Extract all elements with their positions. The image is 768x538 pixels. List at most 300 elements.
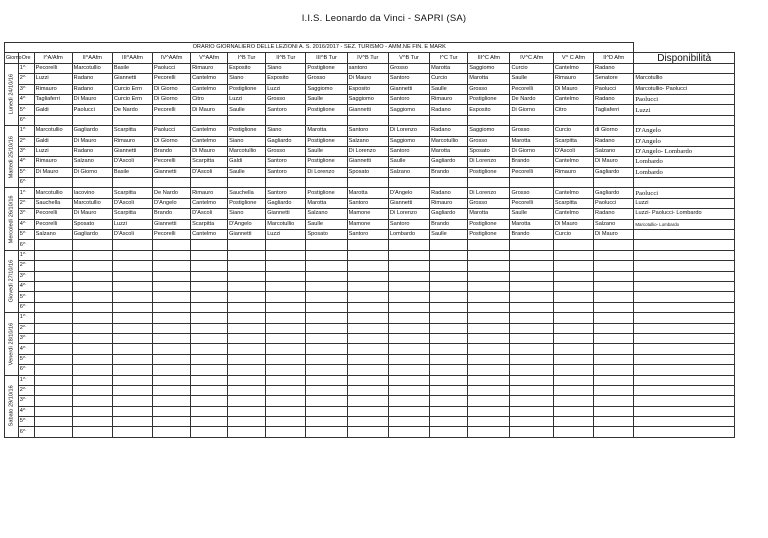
teacher-cell (553, 240, 593, 250)
teacher-cell: Postiglione (306, 63, 347, 73)
availability-cell (634, 406, 735, 416)
teacher-cell: Grosso (510, 188, 553, 198)
teacher-cell: Santoro (266, 105, 306, 115)
teacher-cell (153, 406, 191, 416)
teacher-cell (306, 302, 347, 312)
teacher-cell (430, 250, 468, 260)
teacher-cell (430, 354, 468, 364)
header-class: IV^B Tur (347, 53, 388, 63)
teacher-cell (347, 344, 388, 354)
teacher-cell (112, 250, 152, 260)
table-row (5, 115, 735, 125)
teacher-cell (153, 178, 191, 188)
teacher-cell (553, 396, 593, 406)
teacher-cell (388, 281, 429, 291)
teacher-cell: Grosso (510, 126, 553, 136)
day-label: Giovedì 27/10/16 (5, 250, 19, 312)
teacher-cell (228, 178, 266, 188)
teacher-cell (112, 271, 152, 281)
teacher-cell: Santoro (347, 230, 388, 240)
timetable-title: ORARIO GIORNALIERO DELLE LEZIONI A. S. 2016/2017 - SEZ. TURISMO - AMM.NE FIN. E MARK (5, 43, 634, 53)
teacher-cell (266, 417, 306, 427)
teacher-cell (306, 261, 347, 271)
teacher-cell (510, 333, 553, 343)
teacher-cell (72, 375, 112, 385)
teacher-cell (306, 427, 347, 437)
hour-label: 5^ (18, 230, 34, 240)
teacher-cell: Basile (112, 63, 152, 73)
teacher-cell: Di Mauro (72, 94, 112, 104)
teacher-cell (266, 344, 306, 354)
teacher-cell (347, 406, 388, 416)
teacher-cell (468, 240, 510, 250)
teacher-cell: Scarpitta (191, 219, 228, 229)
teacher-cell (72, 344, 112, 354)
teacher-cell: Postiglione (468, 167, 510, 177)
teacher-cell (594, 375, 634, 385)
table-row (5, 281, 735, 291)
teacher-cell: Santoro (388, 74, 429, 84)
teacher-cell (228, 250, 266, 260)
teacher-cell: Curcio Errn (112, 94, 152, 104)
teacher-cell: Siano (266, 126, 306, 136)
teacher-cell (191, 365, 228, 375)
teacher-cell: Grosso (266, 146, 306, 156)
teacher-cell: Salzano (594, 219, 634, 229)
availability-cell (634, 230, 735, 240)
teacher-cell: Marotta (306, 126, 347, 136)
table-row (5, 157, 735, 167)
teacher-cell (468, 344, 510, 354)
teacher-cell: Scarpitta (553, 136, 593, 146)
teacher-cell: Saulle (306, 219, 347, 229)
availability-cell: Paolucci (634, 188, 735, 198)
teacher-cell (228, 281, 266, 291)
teacher-cell: Saulle (510, 74, 553, 84)
header-class: IV^AAfm (153, 53, 191, 63)
teacher-cell: santoro (347, 63, 388, 73)
teacher-cell (191, 178, 228, 188)
teacher-cell (228, 406, 266, 416)
teacher-cell (266, 261, 306, 271)
teacher-cell (228, 292, 266, 302)
teacher-cell (347, 261, 388, 271)
teacher-cell (468, 323, 510, 333)
teacher-cell: Cantelmo (553, 188, 593, 198)
teacher-cell (430, 261, 468, 271)
teacher-cell (347, 250, 388, 260)
teacher-cell (266, 292, 306, 302)
teacher-cell (72, 406, 112, 416)
teacher-cell (468, 115, 510, 125)
teacher-cell: Gagliardo (72, 230, 112, 240)
teacher-cell: Sposato (72, 219, 112, 229)
teacher-cell (34, 178, 72, 188)
teacher-cell (510, 261, 553, 271)
teacher-cell: Mamone (347, 219, 388, 229)
table-row (5, 417, 735, 427)
teacher-cell (388, 323, 429, 333)
table-row (5, 105, 735, 115)
teacher-cell (594, 302, 634, 312)
teacher-cell: Di Mauro (72, 136, 112, 146)
teacher-cell: Scarpitta (553, 198, 593, 208)
teacher-cell (594, 354, 634, 364)
teacher-cell (266, 385, 306, 395)
teacher-cell (553, 313, 593, 323)
teacher-cell (430, 333, 468, 343)
teacher-cell (594, 115, 634, 125)
teacher-cell (468, 396, 510, 406)
teacher-cell: Pecorelli (510, 84, 553, 94)
hour-label: 4^ (18, 281, 34, 291)
teacher-cell (34, 365, 72, 375)
teacher-cell (112, 385, 152, 395)
teacher-cell: Saulle (430, 230, 468, 240)
hour-label: 5^ (18, 167, 34, 177)
teacher-cell: Curcio (430, 74, 468, 84)
teacher-cell (153, 417, 191, 427)
teacher-cell (553, 323, 593, 333)
teacher-cell (72, 323, 112, 333)
teacher-cell: Postiglione (228, 126, 266, 136)
teacher-cell (306, 323, 347, 333)
teacher-cell (153, 313, 191, 323)
teacher-cell: Esposito (228, 63, 266, 73)
teacher-cell (430, 385, 468, 395)
table-row (5, 427, 735, 437)
teacher-cell: Tagliaferri (594, 105, 634, 115)
hour-label: 3^ (18, 146, 34, 156)
availability-cell: Marcotullio- Paolucci (634, 84, 735, 94)
teacher-cell: Giannetti (228, 230, 266, 240)
teacher-cell (510, 302, 553, 312)
teacher-cell (388, 313, 429, 323)
teacher-cell (306, 406, 347, 416)
teacher-cell: Citro (553, 105, 593, 115)
teacher-cell (306, 333, 347, 343)
teacher-cell (430, 365, 468, 375)
teacher-cell (34, 344, 72, 354)
teacher-cell (553, 375, 593, 385)
teacher-cell (430, 292, 468, 302)
teacher-cell (388, 344, 429, 354)
teacher-cell (388, 417, 429, 427)
teacher-cell: Giannetti (388, 84, 429, 94)
teacher-cell: D'Ascoli (191, 167, 228, 177)
teacher-cell (112, 354, 152, 364)
teacher-cell: Curcio (510, 63, 553, 73)
teacher-cell (306, 178, 347, 188)
teacher-cell (153, 115, 191, 125)
teacher-cell: Paolucci (153, 63, 191, 73)
teacher-cell: Pecorelli (34, 209, 72, 219)
teacher-cell (594, 292, 634, 302)
teacher-cell (388, 302, 429, 312)
teacher-cell (510, 115, 553, 125)
teacher-cell (510, 365, 553, 375)
teacher-cell: Marotta (306, 198, 347, 208)
teacher-cell: Di Lorenzo (388, 209, 429, 219)
teacher-cell (191, 396, 228, 406)
teacher-cell (153, 292, 191, 302)
header-class: IV^C Afm (510, 53, 553, 63)
teacher-cell: di Giorno (594, 126, 634, 136)
table-row (5, 344, 735, 354)
teacher-cell (112, 240, 152, 250)
teacher-cell: Di Lorenzo (347, 146, 388, 156)
teacher-cell (430, 427, 468, 437)
teacher-cell (594, 323, 634, 333)
teacher-cell (388, 365, 429, 375)
teacher-cell (510, 271, 553, 281)
teacher-cell (153, 396, 191, 406)
teacher-cell: Sposato (347, 167, 388, 177)
teacher-cell: Luzzi (34, 74, 72, 84)
teacher-cell (388, 271, 429, 281)
teacher-cell (34, 292, 72, 302)
teacher-cell: Saggiomo (468, 63, 510, 73)
teacher-cell (228, 240, 266, 250)
teacher-cell (388, 406, 429, 416)
teacher-cell (388, 354, 429, 364)
header-class: II^B Tur (266, 53, 306, 63)
teacher-cell (191, 406, 228, 416)
teacher-cell (594, 281, 634, 291)
header-class: II^D Afm (594, 53, 634, 63)
teacher-cell: Cantelmo (553, 63, 593, 73)
teacher-cell (228, 115, 266, 125)
teacher-cell: Brando (430, 167, 468, 177)
teacher-cell: Pecorelli (34, 63, 72, 73)
teacher-cell (347, 333, 388, 343)
teacher-cell: Brando (153, 146, 191, 156)
teacher-cell: Grosso (468, 136, 510, 146)
teacher-cell: Curcio Errn (112, 84, 152, 94)
table-row (5, 271, 735, 281)
teacher-cell (266, 302, 306, 312)
hour-label: 3^ (18, 271, 34, 281)
teacher-cell: Citro (191, 94, 228, 104)
teacher-cell: Radano (594, 209, 634, 219)
teacher-cell: Saggiomo (388, 105, 429, 115)
teacher-cell: Sauchella (228, 188, 266, 198)
teacher-cell: Santoro (388, 219, 429, 229)
teacher-cell (306, 385, 347, 395)
teacher-cell (510, 313, 553, 323)
teacher-cell: Rimauro (430, 94, 468, 104)
teacher-cell (72, 250, 112, 260)
teacher-cell (510, 417, 553, 427)
teacher-cell (191, 417, 228, 427)
table-row (5, 354, 735, 364)
table-row (5, 74, 735, 84)
availability-cell (634, 250, 735, 260)
teacher-cell (112, 323, 152, 333)
teacher-cell (72, 365, 112, 375)
table-row (5, 250, 735, 260)
availability-cell: Paolucci (634, 94, 735, 104)
table-row (5, 167, 735, 177)
teacher-cell (72, 292, 112, 302)
teacher-cell (228, 313, 266, 323)
teacher-cell (191, 250, 228, 260)
teacher-cell (153, 344, 191, 354)
teacher-cell (306, 115, 347, 125)
hour-label: 1^ (18, 313, 34, 323)
teacher-cell (430, 375, 468, 385)
teacher-cell (191, 313, 228, 323)
teacher-cell (72, 354, 112, 364)
teacher-cell (306, 313, 347, 323)
teacher-cell: Brando (510, 157, 553, 167)
hour-label: 5^ (18, 292, 34, 302)
teacher-cell: Santoro (347, 198, 388, 208)
hour-label: 2^ (18, 323, 34, 333)
teacher-cell: Giannetti (153, 167, 191, 177)
availability-cell: D'Angelo (634, 126, 735, 136)
teacher-cell: Saulle (510, 209, 553, 219)
teacher-cell (266, 406, 306, 416)
teacher-cell: Brando (153, 209, 191, 219)
teacher-cell: Giannetti (388, 198, 429, 208)
teacher-cell: Galdi (228, 157, 266, 167)
availability-cell: Lombardo (634, 167, 735, 177)
teacher-cell: Di Lorenzo (468, 157, 510, 167)
teacher-cell: Santoro (266, 157, 306, 167)
hour-label: 3^ (18, 84, 34, 94)
teacher-cell: Postiglione (306, 157, 347, 167)
availability-cell: Marcotullio (634, 74, 735, 84)
teacher-cell (153, 240, 191, 250)
teacher-cell: Curcio (553, 126, 593, 136)
teacher-cell (72, 302, 112, 312)
availability-cell (634, 261, 735, 271)
teacher-cell (112, 333, 152, 343)
teacher-cell (388, 240, 429, 250)
teacher-cell (347, 302, 388, 312)
teacher-cell: Di Mauro (191, 105, 228, 115)
table-row (5, 333, 735, 343)
teacher-cell (347, 271, 388, 281)
teacher-cell: Postiglione (468, 219, 510, 229)
teacher-cell (191, 323, 228, 333)
teacher-cell (306, 240, 347, 250)
teacher-cell: Saulle (430, 84, 468, 94)
teacher-cell (228, 333, 266, 343)
teacher-cell: Pecorelli (510, 167, 553, 177)
table-row (5, 209, 735, 219)
teacher-cell: Saggiomo (347, 94, 388, 104)
teacher-cell (191, 427, 228, 437)
teacher-cell (34, 281, 72, 291)
table-row (5, 365, 735, 375)
teacher-cell: Marcotullio (34, 126, 72, 136)
teacher-cell: Gagliardo (266, 136, 306, 146)
teacher-cell: Cantelmo (191, 84, 228, 94)
teacher-cell: Siano (228, 209, 266, 219)
teacher-cell (594, 417, 634, 427)
hour-label: 6^ (18, 178, 34, 188)
teacher-cell (553, 250, 593, 260)
hour-label: 6^ (18, 240, 34, 250)
teacher-cell (468, 261, 510, 271)
teacher-cell: Marotta (468, 74, 510, 84)
teacher-cell (306, 354, 347, 364)
teacher-cell: Siano (228, 74, 266, 84)
table-row (5, 94, 735, 104)
teacher-cell (306, 396, 347, 406)
teacher-cell (228, 427, 266, 437)
hour-label: 1^ (18, 375, 34, 385)
teacher-cell (510, 323, 553, 333)
teacher-cell: Di Giorno (510, 105, 553, 115)
teacher-cell: Paolucci (153, 126, 191, 136)
teacher-cell (306, 292, 347, 302)
teacher-cell: Di Mauro (553, 219, 593, 229)
teacher-cell: Gagliardo (594, 167, 634, 177)
teacher-cell (430, 406, 468, 416)
availability-cell (634, 302, 735, 312)
teacher-cell: Paolucci (594, 84, 634, 94)
teacher-cell (266, 354, 306, 364)
teacher-cell: Cantelmo (553, 157, 593, 167)
teacher-cell (228, 271, 266, 281)
teacher-cell: Saulle (228, 105, 266, 115)
teacher-cell (388, 250, 429, 260)
teacher-cell (553, 261, 593, 271)
availability-cell (634, 385, 735, 395)
teacher-cell (191, 385, 228, 395)
teacher-cell (430, 271, 468, 281)
teacher-cell (228, 365, 266, 375)
teacher-cell (388, 375, 429, 385)
teacher-cell (347, 323, 388, 333)
teacher-cell: Di Lorenzo (306, 167, 347, 177)
teacher-cell: Cantelmo (191, 136, 228, 146)
teacher-cell (347, 354, 388, 364)
teacher-cell: Pecorelli (153, 157, 191, 167)
teacher-cell: Grosso (388, 63, 429, 73)
teacher-cell (153, 354, 191, 364)
teacher-cell: Cantelmo (553, 209, 593, 219)
table-row (5, 396, 735, 406)
teacher-cell (510, 281, 553, 291)
teacher-cell: Di Giorno (153, 136, 191, 146)
header-class: II^AAfm (72, 53, 112, 63)
teacher-cell (347, 115, 388, 125)
teacher-cell: Cantelmo (191, 126, 228, 136)
teacher-cell: Sposato (468, 146, 510, 156)
teacher-cell (510, 375, 553, 385)
teacher-cell: Marotta (468, 209, 510, 219)
teacher-cell: Salzano (306, 209, 347, 219)
hour-label: 1^ (18, 126, 34, 136)
teacher-cell (228, 396, 266, 406)
teacher-cell (388, 333, 429, 343)
teacher-cell: Iacovino (72, 188, 112, 198)
teacher-cell (594, 261, 634, 271)
teacher-cell (468, 250, 510, 260)
teacher-cell (112, 417, 152, 427)
teacher-cell (468, 281, 510, 291)
teacher-cell (191, 375, 228, 385)
teacher-cell (306, 250, 347, 260)
hour-label: 1^ (18, 188, 34, 198)
teacher-cell (510, 385, 553, 395)
teacher-cell (468, 302, 510, 312)
teacher-cell (468, 375, 510, 385)
